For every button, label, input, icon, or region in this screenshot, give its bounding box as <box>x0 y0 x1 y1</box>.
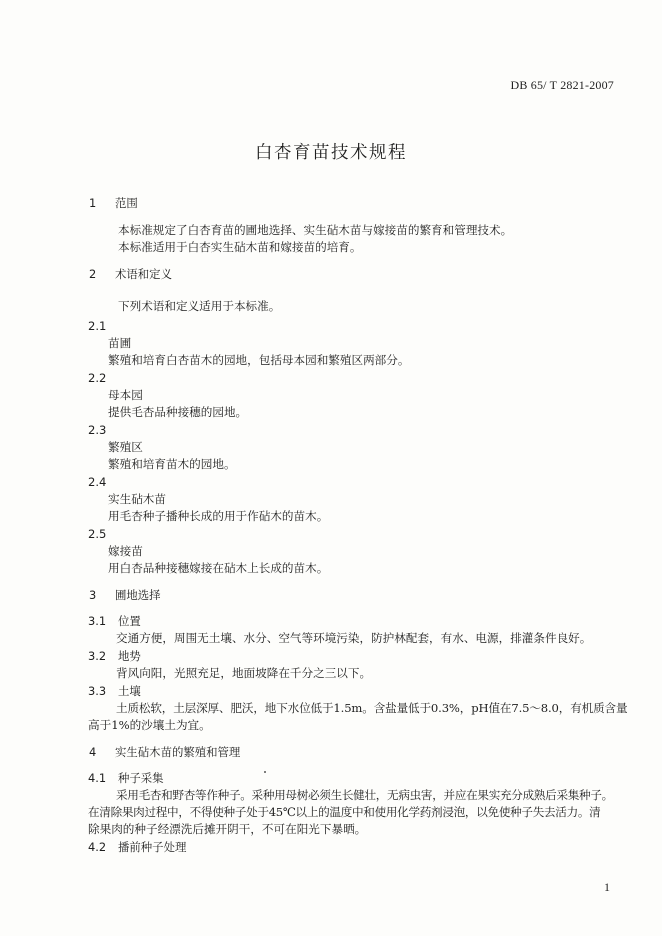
section-3-heading <box>89 588 161 602</box>
scan-speck <box>264 771 266 773</box>
term-name: 繁殖区 <box>108 440 143 454</box>
clause-number: 4.2 <box>88 840 107 854</box>
term-name: 实生砧木苗 <box>108 492 166 506</box>
section-number: 1 <box>89 196 97 210</box>
clause-title: 种子采集 <box>118 771 164 785</box>
term-number: 2.1 <box>88 319 107 333</box>
clause-3-1-text: 交通方便，周围无土壤、水分、空气等环境污染，防护林配套，有水、电源，排灌条件良好。 <box>116 631 592 645</box>
clause-4-1-text-line-3: 除果肉的种子经漂洗后摊开阴干，不可在阳光下暴晒。 <box>88 822 367 836</box>
terms-intro: 下列术语和定义适用于本标准。 <box>118 299 281 313</box>
section-title: 范围 <box>115 196 138 210</box>
standard-code: DB 65/ T 2821-2007 <box>510 78 614 92</box>
clause-3-3-heading <box>88 684 141 698</box>
section-number: 2 <box>89 267 97 281</box>
section-4-heading <box>89 745 240 759</box>
clause-3-1-heading <box>88 614 141 628</box>
term-definition: 繁殖和培育苗木的园地。 <box>108 457 236 471</box>
term-name: 嫁接苗 <box>108 544 143 558</box>
clause-number: 4.1 <box>88 771 107 785</box>
term-number: 2.5 <box>88 527 107 541</box>
section-1-heading <box>89 196 138 210</box>
clause-number: 3.1 <box>88 614 107 628</box>
term-number: 2.2 <box>88 371 107 385</box>
scope-paragraph-2: 本标准适用于白杏实生砧木苗和嫁接苗的培育。 <box>118 240 362 254</box>
term-definition: 用毛杏种子播种长成的用于作砧木的苗木。 <box>108 509 329 523</box>
term-number: 2.4 <box>88 475 107 489</box>
clause-4-1-heading <box>88 771 164 785</box>
term-number: 2.3 <box>88 423 107 437</box>
clause-number: 3.3 <box>88 684 107 698</box>
document-title: 白杏育苗技术规程 <box>255 143 407 163</box>
clause-title: 地势 <box>118 649 141 663</box>
clause-3-3-text-line-2: 高于1%的沙壤土为宜。 <box>88 718 211 732</box>
section-title: 圃地选择 <box>115 588 161 602</box>
section-number: 3 <box>89 588 97 602</box>
page-number: 1 <box>604 880 610 894</box>
clause-3-2-text: 背风向阳，光照充足，地面坡降在千分之三以下。 <box>116 666 372 680</box>
clause-3-3-text-line-1: 土质松软，土层深厚、肥沃，地下水位低于1.5m。含盐量低于0.3%，pH值在7.5～8.0，有机质含量 <box>116 701 628 715</box>
clause-4-2-heading <box>88 840 186 854</box>
term-name: 苗圃 <box>108 336 132 350</box>
term-definition: 提供毛杏品种接穗的园地。 <box>108 405 248 419</box>
term-definition: 繁殖和培育白杏苗木的园地，包括母本园和繁殖区两部分。 <box>108 353 410 367</box>
clause-number: 3.2 <box>88 649 107 663</box>
scope-paragraph-1: 本标准规定了白杏育苗的圃地选择、实生砧木苗与嫁接苗的繁育和管理技术。 <box>118 223 513 237</box>
section-number: 4 <box>89 745 97 759</box>
term-definition: 用白杏品种接穗嫁接在砧木上长成的苗木。 <box>108 561 329 575</box>
section-2-heading <box>89 267 172 281</box>
clause-4-1-text-line-2: 在清除果肉过程中，不得使种子处于45℃以上的温度中和使用化学药剂浸泡，以免使种子失去活力。清 <box>88 805 601 819</box>
clause-4-1-text-line-1: 采用毛杏和野杏等作种子。采种用母树必须生长健壮，无病虫害，并应在果实充分成熟后采集种子。 <box>116 788 613 802</box>
clause-title: 土壤 <box>118 684 141 698</box>
clause-title: 位置 <box>118 614 141 628</box>
section-title: 实生砧木苗的繁殖和管理 <box>115 745 241 759</box>
term-name: 母本园 <box>108 388 143 402</box>
clause-title: 播前种子处理 <box>118 840 187 854</box>
clause-3-2-heading <box>88 649 141 663</box>
section-title: 术语和定义 <box>115 267 172 281</box>
